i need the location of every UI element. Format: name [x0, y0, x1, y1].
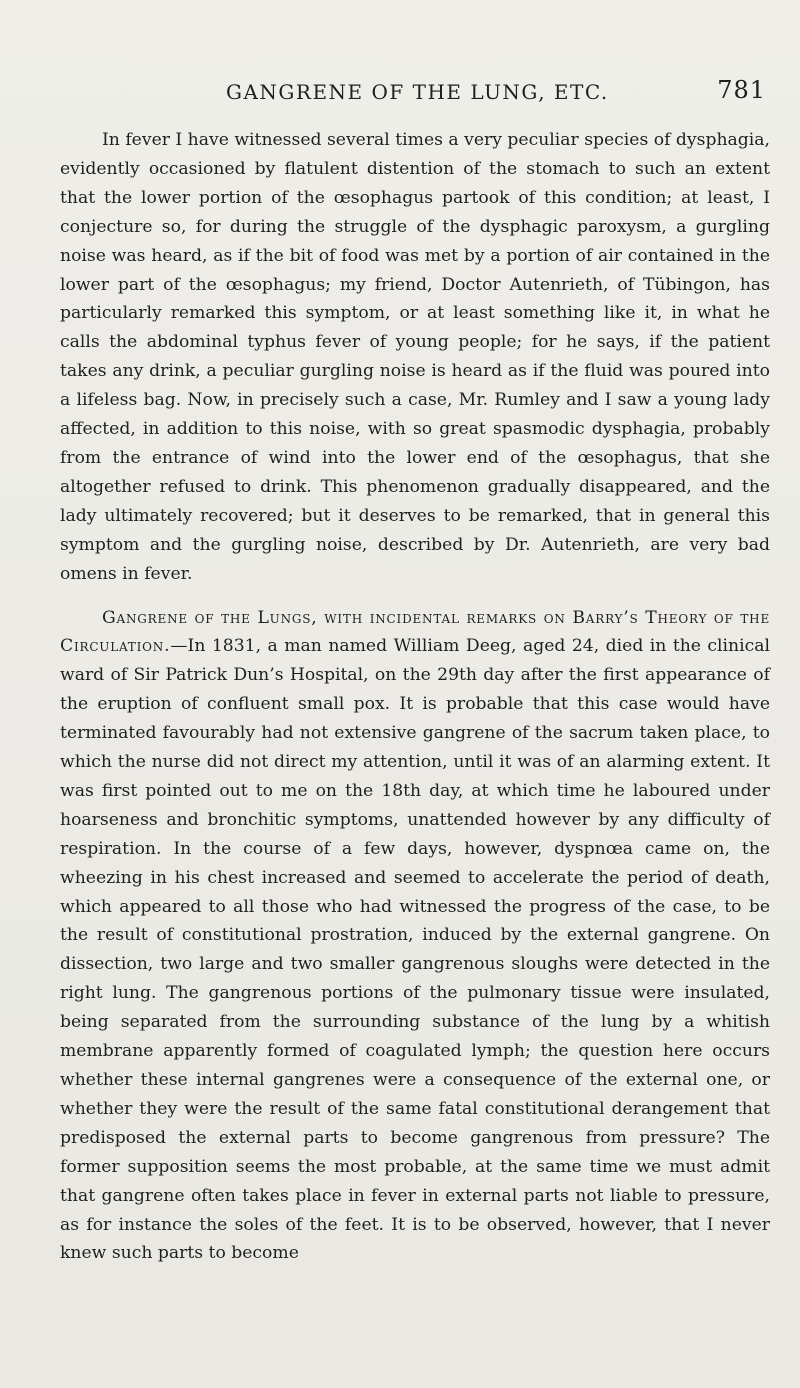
paragraph-dysphagia — [60, 126, 770, 589]
paragraph-text: —In 1831, a man named William Deeg, aged 24, died in the clinical ward of Sir Patrick Dun’s Hospital, on the 29th day after the first appearance of the eruption of confluent small pox. It is probable that this case would have terminated favourably had not extensive gangrene of the sacrum taken place, to which the nurse did not direct my attention, until it was of an alarming extent. It was first pointed out to me on the 18th day, at which time he laboured under hoarseness and bronchitic symptoms, unattended however by any difficulty of respiration. In the course of a few days, however, dyspnœa came on, the wheezing in his chest increased and seemed to accelerate the period of death, which appeared to all those who had witnessed the progress of the case, to be the result of constitutional prostration, induced by the external gangrene. On dissection, two large and two smaller gangrenous sloughs were detected in the right lung. The gangrenous portions of the pulmonary tissue were insulated, being separated from the surrounding substance of the lung by a whitish membrane apparently formed of coagulated lymph; the question here occurs whether these internal gangrenes were a consequence of the external one, or whether they were the result of the same fatal constitutional derangement that predisposed the external parts to become gangrenous from pressure? The former supposition seems the most probable, at the same time we must admit that gangrene often takes place in fever in external parts not liable to pressure, as for instance the soles of the feet. It is to be observed, however, that I never knew such parts to become — [60, 636, 770, 1264]
body-text — [60, 126, 770, 1268]
running-head — [226, 76, 766, 110]
running-title: GANGRENE OF THE LUNG, ETC. — [226, 80, 609, 104]
paragraph-text: In fever I have witnessed several times a very peculiar species of dysphagia, evidently occasioned by flatulent distention of the stomach to such an extent that the lower portion of the œsophagus partook of this condition; at least, I conjecture so, for during the struggle of the dysphagic paroxysm, a gurgling noise was heard, as if the bit of food was met by a portion of air contained in the lower part of the œsophagus; my friend, Doctor Autenrieth, of Tübingon, has particularly remarked this symptom, or at least something like it, in what he calls the abdominal typhus fever of young people; for he says, if the patient takes any drink, a peculiar gurgling noise is heard as if the fluid was poured into a lifeless bag. Now, in precisely such a case, Mr. Rumley and I saw a young lady affected, in addition to this noise, with so great spasmodic dysphagia, probably from the entrance of wind into the lower end of the œsophagus, that she altogether refused to drink. This phenomenon gradually disappeared, and the lady ultimately recovered; but it deserves to be remarked, that in general this symptom and the gurgling noise, described by Dr. Autenrieth, are very bad omens in fever. — [60, 130, 770, 584]
paragraph-gangrene — [60, 604, 770, 1269]
page-number: 781 — [717, 76, 766, 104]
section-heading: Gangrene of the Lungs, with incidental remarks on Barry’s Theory of the Circulation. — [60, 607, 770, 657]
